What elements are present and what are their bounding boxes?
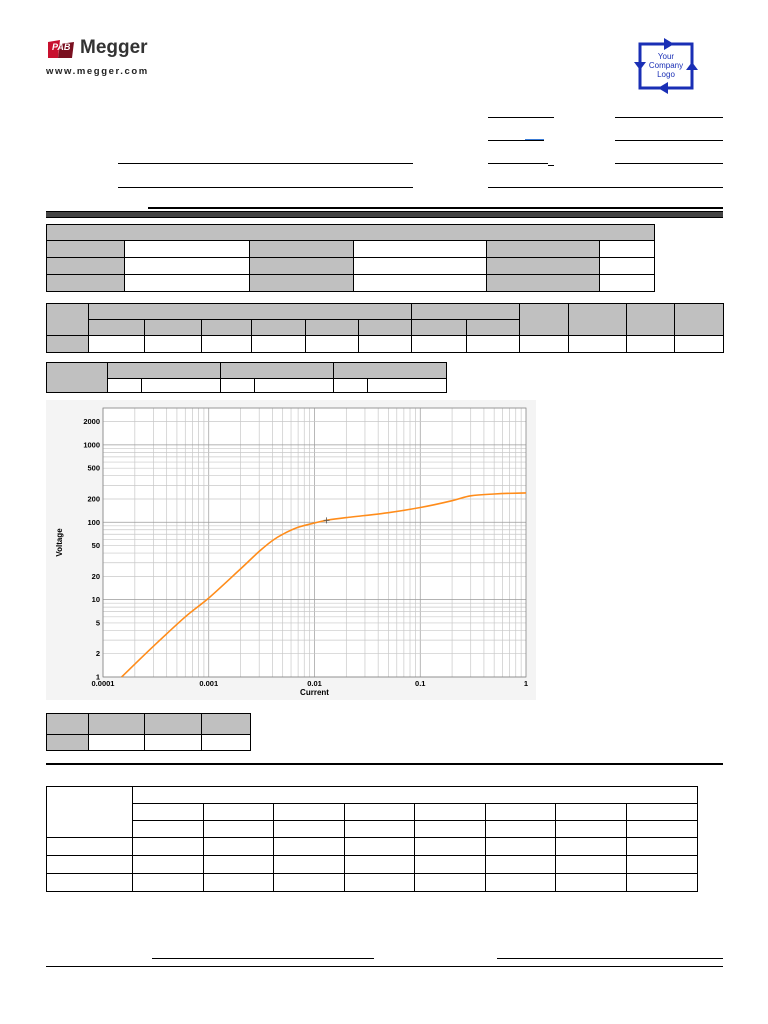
ratio-cell[interactable]	[556, 821, 627, 838]
knee-point-header	[334, 363, 447, 379]
ratio-cell[interactable]	[204, 821, 274, 838]
results-cell[interactable]	[359, 336, 412, 353]
results-cell[interactable]	[412, 336, 467, 353]
form-line-left-3[interactable]	[118, 163, 413, 164]
results-cell[interactable]	[202, 336, 252, 353]
knee-point-header	[108, 363, 221, 379]
knee-point-cell[interactable]	[255, 379, 334, 393]
summary-header	[89, 714, 145, 735]
summary-table	[46, 713, 251, 751]
y-tick-label: 2000	[83, 417, 100, 427]
ratio-cell[interactable]	[556, 838, 627, 856]
summary-row-label	[47, 735, 89, 751]
ratio-cell[interactable]	[556, 856, 627, 874]
ratio-cell[interactable]	[345, 856, 415, 874]
results-cell[interactable]	[467, 336, 520, 353]
ratio-subheader	[486, 804, 556, 821]
nameplate-label	[47, 241, 125, 258]
ratio-cell[interactable]	[627, 856, 698, 874]
ratio-cell[interactable]	[486, 821, 556, 838]
ratio-cell[interactable]	[274, 856, 345, 874]
results-cell[interactable]	[145, 336, 202, 353]
ratio-group-header	[133, 787, 698, 804]
company-logo	[630, 36, 702, 96]
y-tick-label: 20	[91, 571, 100, 581]
nameplate-label	[487, 258, 600, 275]
nameplate-value[interactable]	[125, 275, 250, 292]
results-subheader	[467, 320, 520, 336]
nameplate-value[interactable]	[354, 258, 487, 275]
company-logo-line-1: Your	[657, 52, 675, 61]
ratio-cell[interactable]	[486, 838, 556, 856]
y-tick-label: 500	[87, 463, 100, 473]
company-logo-line-3: Logo	[657, 70, 675, 79]
nameplate-label	[250, 258, 354, 275]
knee-point-cell[interactable]	[334, 379, 368, 393]
footer-rule	[46, 966, 723, 967]
form-line-right-4[interactable]	[488, 187, 723, 188]
nameplate-value[interactable]	[600, 241, 655, 258]
ratio-cell[interactable]	[627, 838, 698, 856]
form-line-right-3a[interactable]	[488, 163, 548, 164]
results-cell[interactable]	[627, 336, 675, 353]
ratio-subheader	[415, 804, 486, 821]
results-cell[interactable]	[675, 336, 724, 353]
ratio-table	[46, 786, 698, 892]
form-line-right-2a[interactable]	[488, 140, 544, 141]
results-row-label	[47, 336, 89, 353]
nameplate-label	[250, 275, 354, 292]
ratio-cell[interactable]	[133, 856, 204, 874]
y-tick-label: 2	[95, 649, 100, 659]
ratio-cell[interactable]	[486, 874, 556, 892]
y-tick-label: 100	[87, 517, 100, 527]
y-tick-label: 1	[95, 672, 100, 682]
knee-point-cell[interactable]	[368, 379, 447, 393]
nameplate-value[interactable]	[354, 275, 487, 292]
nameplate-value[interactable]	[125, 258, 250, 275]
form-line-right-2a-accent	[525, 139, 544, 140]
results-column-header	[520, 304, 569, 336]
megger-logo	[46, 36, 166, 80]
x-tick-label: 0.0001	[91, 679, 115, 688]
results-subheader	[145, 320, 202, 336]
ratio-cell[interactable]	[204, 856, 274, 874]
results-group-header	[89, 304, 412, 320]
nameplate-value[interactable]	[600, 275, 655, 292]
ratio-cell[interactable]	[415, 874, 486, 892]
results-subheader	[306, 320, 359, 336]
ratio-cell[interactable]	[345, 821, 415, 838]
summary-cell[interactable]	[202, 735, 251, 751]
nameplate-label	[47, 275, 125, 292]
summary-cell[interactable]	[145, 735, 202, 751]
nameplate-value[interactable]	[354, 241, 487, 258]
results-column-header	[569, 304, 627, 336]
results-subheader	[359, 320, 412, 336]
ratio-cell[interactable]	[204, 874, 274, 892]
results-cell[interactable]	[520, 336, 569, 353]
results-subheader	[412, 320, 467, 336]
ratio-cell[interactable]	[133, 821, 204, 838]
ratio-cell[interactable]	[415, 821, 486, 838]
x-tick-label: 1	[523, 679, 529, 688]
nameplate-table	[46, 224, 655, 292]
nameplate-label	[487, 241, 600, 258]
company-logo-line-2: Company	[648, 61, 684, 70]
nameplate-value[interactable]	[125, 241, 250, 258]
results-subheader	[252, 320, 306, 336]
y-tick-label: 200	[87, 494, 100, 504]
summary-header	[47, 714, 89, 735]
ratio-row-label	[47, 838, 133, 856]
results-cell[interactable]	[569, 336, 627, 353]
results-cell[interactable]	[252, 336, 306, 353]
signature-line-right[interactable]	[497, 958, 723, 959]
nameplate-label	[47, 258, 125, 275]
results-group-header	[412, 304, 520, 320]
results-cell[interactable]	[306, 336, 359, 353]
website-url: www.megger.com	[46, 66, 149, 77]
signature-line-left[interactable]	[152, 958, 374, 959]
nameplate-label	[487, 275, 600, 292]
knee-point-header	[221, 363, 334, 379]
ratio-cell[interactable]	[627, 821, 698, 838]
section-separator-thin	[148, 207, 723, 209]
y-tick-label: 1000	[83, 440, 100, 450]
chart-grid	[103, 408, 526, 677]
test-results-table	[46, 303, 724, 353]
brand-name: Megger	[80, 37, 148, 58]
x-tick-label: 0.1	[415, 679, 426, 688]
ratio-cell[interactable]	[345, 838, 415, 856]
knee-point-table	[46, 362, 447, 393]
ratio-cell[interactable]	[274, 821, 345, 838]
summary-header	[202, 714, 251, 735]
ratio-cell[interactable]	[345, 874, 415, 892]
ratio-subheader	[204, 804, 274, 821]
ratio-cell[interactable]	[133, 838, 204, 856]
summary-cell[interactable]	[89, 735, 145, 751]
ratio-subheader	[556, 804, 627, 821]
excitation-curve-chart	[46, 400, 536, 700]
ratio-cell[interactable]	[627, 874, 698, 892]
form-line-right-1a[interactable]	[488, 117, 554, 118]
ratio-cell[interactable]	[274, 874, 345, 892]
results-subheader	[202, 320, 252, 336]
y-tick-label: 10	[91, 595, 100, 605]
form-line-right-1b[interactable]	[615, 117, 723, 118]
results-column-header	[675, 304, 724, 336]
nameplate-header	[47, 225, 655, 241]
results-corner-header	[47, 304, 89, 336]
section-divider	[46, 763, 723, 765]
ratio-cell[interactable]	[415, 856, 486, 874]
section-separator-heavy	[46, 211, 723, 218]
ratio-cell[interactable]	[556, 874, 627, 892]
ratio-cell[interactable]	[274, 838, 345, 856]
ratio-row-label	[47, 856, 133, 874]
form-line-left-4[interactable]	[118, 187, 413, 188]
form-line-right-2b[interactable]	[615, 140, 723, 141]
knee-point-label	[47, 363, 108, 393]
results-cell[interactable]	[89, 336, 145, 353]
ratio-cell[interactable]	[133, 874, 204, 892]
ratio-cell[interactable]	[486, 856, 556, 874]
form-line-right-3-tick	[548, 165, 554, 166]
knee-point-cell[interactable]	[142, 379, 221, 393]
results-subheader	[89, 320, 145, 336]
x-tick-label: 0.001	[199, 679, 219, 688]
ratio-cell[interactable]	[415, 838, 486, 856]
nameplate-label	[250, 241, 354, 258]
x-axis-label: Current	[300, 688, 329, 697]
ratio-subheader	[627, 804, 698, 821]
x-tick-label: 0.01	[307, 679, 322, 688]
ratio-subheader	[345, 804, 415, 821]
ratio-corner-header	[47, 787, 133, 838]
brand-badge-label: PAB	[52, 42, 71, 52]
summary-header	[145, 714, 202, 735]
form-line-right-3b[interactable]	[615, 163, 723, 164]
y-axis-label: Voltage	[55, 528, 64, 557]
y-tick-label: 50	[91, 541, 100, 551]
knee-point-cell[interactable]	[108, 379, 142, 393]
ratio-cell[interactable]	[204, 838, 274, 856]
nameplate-value[interactable]	[600, 258, 655, 275]
ratio-subheader	[274, 804, 345, 821]
y-tick-label: 5	[95, 618, 100, 628]
knee-point-cell[interactable]	[221, 379, 255, 393]
ratio-subheader	[133, 804, 204, 821]
results-column-header	[627, 304, 675, 336]
ratio-row-label	[47, 874, 133, 892]
